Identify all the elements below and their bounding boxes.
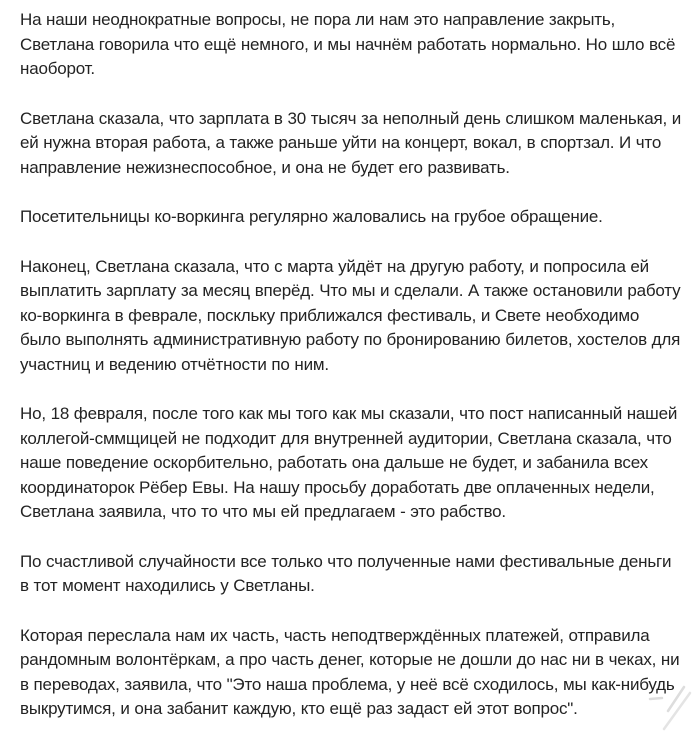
slash-watermark-icon: [648, 683, 694, 731]
paragraph: На наши неоднократные вопросы, не пора ли нам это направление закрыть, Светлана говорила что ещё немного, и мы начнём работать нормально. Но шло всё наоборот.: [20, 10, 676, 78]
paragraph: По счастливой случайности все только что полученные нами фестивальные деньги в тот момент находились у Светланы.: [20, 551, 672, 595]
paragraph: Посетительницы ко-воркинга регулярно жаловались на грубое обращение.: [20, 207, 603, 226]
paragraph: Которая переслала нам их часть, часть неподтверждённых платежей, отправила рандомным волонтёркам, а про часть денег, которые не дошли до нас ни в чеках, ни в переводах, заявила, что "Это наша проблема, у неё всё сходилось, мы как-нибудь выкрутимся, и она забанит каждую, кто ещё раз задаст ей этот вопрос".: [20, 625, 680, 718]
paragraph: Наконец, Светлана сказала, что с марта уйдёт на другую работу, и попросила ей выплатить зарплату за месяц вперёд. Что мы и сделали. А также остановили работу ко-воркинга в феврале, поскльку приближался фестиваль, и Свете необходимо было выполнять административную работу по бронированию билетов, хостелов для участниц и ведению отчётности по ним.: [20, 256, 681, 374]
paragraph: Но, 18 февраля, после того как мы того как мы сказали, что пост написанный нашей коллегой-сммщицей не подходит для внутренней аудитории, Светлана сказала, что наше поведение оскорбительно, работать она дальше не будет, и забанила всех координаторок Рёбер Евы. На нашу просьбу доработать две оплаченных недели, Светлана заявила, что то что мы ей предлагаем - это рабство.: [20, 404, 678, 521]
paragraph: Светлана сказала, что зарплата в 30 тысяч за неполный день слишком маленькая, и ей нужна вторая работа, а также раньше уйти на концерт, вокал, в спортзал. И что направление нежизнеспособное, и она не будет его развивать.: [20, 108, 682, 177]
